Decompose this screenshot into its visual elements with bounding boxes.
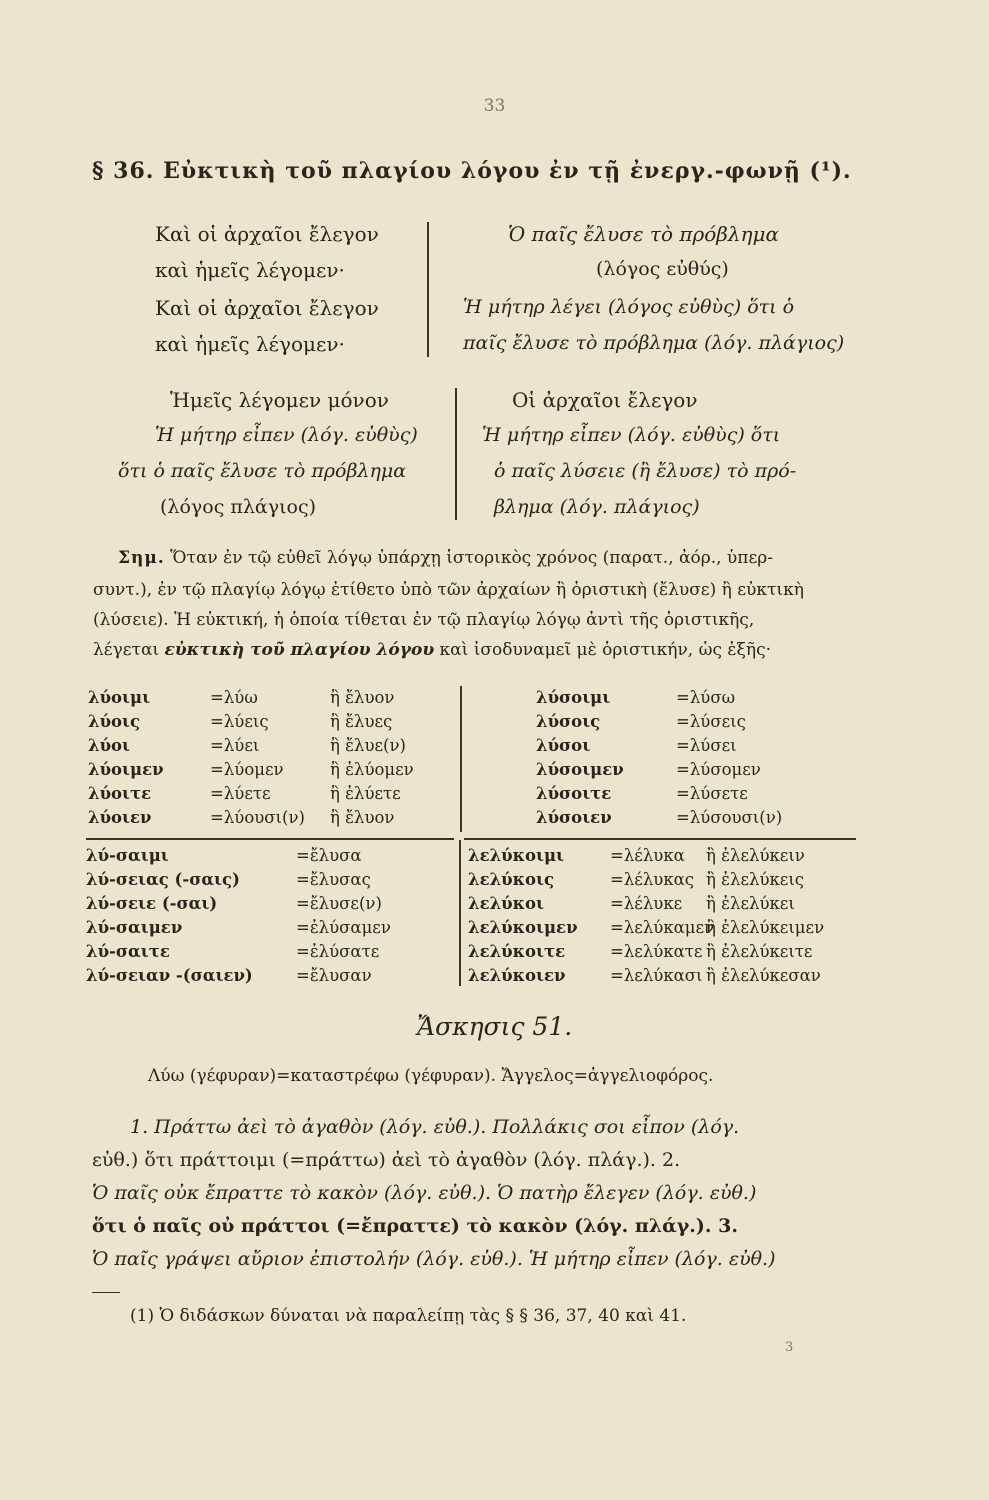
middle-left-line: Ἡ μήτηρ εἶπεν (λόγ. εὐθὺς)	[155, 424, 418, 446]
footnote: (1) Ὁ διδάσκων δύναται νὰ παραλείπῃ τὰς § § 36, 37, 40 καὶ 41.	[130, 1306, 687, 1326]
note-term: εὐκτικὴ τοῦ πλαγίου λόγου	[164, 640, 435, 660]
middle-right-line: βλημα (λόγ. πλάγιος)	[494, 496, 700, 518]
column-divider	[427, 222, 429, 357]
exercise-title: Ἄσκησις 51.	[416, 1012, 573, 1041]
column-divider	[455, 388, 457, 520]
footnote-rule	[92, 1292, 120, 1293]
note-line: (λύσειε). Ἡ εὐκτική, ἡ ὁποία τίθεται ἐν τῷ πλαγίῳ λόγῳ ἀντὶ τῆς ὁριστικῆς,	[93, 610, 755, 630]
upper-right-line: παῖς ἔλυσε τὸ πρόβλημα (λόγ. πλάγιος)	[463, 332, 845, 354]
note-text: Ὅταν ἐν τῷ εὐθεῖ λόγῳ ὑπάρχῃ ἱστορικὸς χρόνος (παρατ., ἀόρ., ὑπερ-	[170, 548, 773, 568]
middle-left-line: (λόγος πλάγιος)	[160, 496, 317, 518]
page-number: 33	[483, 96, 506, 116]
middle-right-line: Ἡ μήτηρ εἶπεν (λόγ. εὐθὺς) ὅτι	[482, 424, 781, 446]
middle-left-line: ὅτι ὁ παῖς ἔλυσε τὸ πρόβλημα	[118, 460, 407, 482]
note-line: λέγεται εὐκτικὴ τοῦ πλαγίου λόγου καὶ ἰσοδυναμεῖ μὲ ὁριστικήν, ὡς ἑξῆς·	[93, 640, 771, 660]
note-line	[118, 548, 773, 568]
table-divider	[459, 840, 461, 986]
note-line: συντ.), ἐν τῷ πλαγίῳ λόγῳ ἐτίθετο ὑπὸ τῶν ἀρχαίων ἢ ὁριστικὴ (ἔλυσε) ἢ εὐκτικὴ	[93, 580, 804, 600]
note-label: Σημ.	[118, 548, 165, 568]
middle-right-line: ὁ παῖς λύσειε (ἢ ἔλυσε) τὸ πρό-	[494, 460, 797, 482]
upper-left-line: Καὶ οἱ ἀρχαῖοι ἔλεγον	[155, 222, 379, 246]
upper-right-line: Ἡ μήτηρ λέγει (λόγος εὐθὺς) ὅτι ὁ	[463, 296, 795, 318]
signature-mark: 3	[785, 1340, 794, 1355]
upper-left-line: Καὶ οἱ ἀρχαῖοι ἔλεγον	[155, 296, 379, 320]
upper-left-line: καὶ ἡμεῖς λέγομεν·	[155, 258, 345, 282]
exercise-vocab: Λύω (γέφυραν)=καταστρέφω (γέφυραν). Ἄγγελος=ἀγγελιοφόρος.	[148, 1066, 714, 1086]
exercise-line: Ὁ παῖς οὐκ ἔπραττε τὸ κακὸν (λόγ. εὐθ.). Ὁ πατὴρ ἔλεγεν (λόγ. εὐθ.)	[92, 1182, 757, 1204]
exercise-line: Ὁ παῖς γράψει αὔριον ἐπιστολήν (λόγ. εὐθ.). Ἡ μήτηρ εἶπεν (λόγ. εὐθ.)	[92, 1248, 776, 1270]
upper-left-line: καὶ ἡμεῖς λέγομεν·	[155, 332, 345, 356]
middle-left-line: Ἡμεῖς λέγομεν μόνον	[170, 388, 389, 412]
middle-right-line: Οἱ ἀρχαῖοι ἔλεγον	[512, 388, 698, 412]
exercise-line: εὐθ.) ὅτι πράττοιμι (=πράττω) ἀεὶ τὸ ἀγαθὸν (λόγ. πλάγ.). 2.	[92, 1149, 681, 1171]
table-rule	[86, 838, 454, 840]
exercise-line: ὅτι ὁ παῖς οὐ πράττοι (=ἔπραττε) τὸ κακὸν (λόγ. πλάγ.). 3.	[92, 1215, 738, 1237]
table-divider	[460, 686, 462, 832]
upper-right-line: Ὁ παῖς ἔλυσε τὸ πρόβλημα	[508, 222, 780, 246]
exercise-line: 1. Πράττω ἀεὶ τὸ ἀγαθὸν (λόγ. εὐθ.). Πολλάκις σοι εἶπον (λόγ.	[130, 1116, 740, 1138]
book-page: 33 § 36. Εὐκτικὴ τοῦ πλαγίου λόγου ἐν τῇ ἐνεργ.-φωνῇ (¹). Καὶ οἱ ἀρχαῖοι ἔλεγον καὶ ἡμεῖς λέγομεν· Καὶ οἱ ἀρχαῖοι ἔλεγον καὶ ἡμεῖς λέγομεν· Ὁ παῖς ἔλυσε τὸ πρόβλημα (λόγος εὐθύς) Ἡ μήτηρ λέγει (λόγος εὐθὺς) ὅτι ὁ παῖς ἔλυσε τὸ πρόβλημα (λόγ. πλάγιος) Ἡμεῖς λέγομεν μόνον Ἡ μήτηρ εἶπεν (λόγ. εὐθὺς) ὅτι ὁ παῖς ἔλυσε τὸ πρόβλημα (λόγος πλάγιος) Οἱ ἀρχαῖοι ἔλεγον Ἡ μήτηρ εἶπεν (λόγ. εὐθὺς) ὅτι ὁ παῖς λύσειε (ἢ ἔλυσε) τὸ πρό- βλημα (λόγ. πλάγιος) Σημ. Ὅταν ἐν τῷ εὐθεῖ λόγῳ ὑπάρχῃ ἱστορικὸς χρόνος (παρατ., ἀόρ., ὑπερ- συντ.), ἐν τῷ πλαγίῳ λόγῳ ἐτίθετο ὑπὸ τῶν ἀρχαίων ἢ ὁριστικὴ (ἔλυσε) ἢ εὐκτικὴ (λύσειε). Ἡ εὐκτική, ἡ ὁποία τίθεται ἐν τῷ πλαγίῳ λόγῳ ἀντὶ τῆς ὁριστικῆς, λέγεται εὐκτικὴ τοῦ πλαγίου λόγου καὶ ἰσοδυναμεῖ μὲ ὁριστικήν, ὡς ἑξῆς· λύοιμι =λύω ἢ ἔλυον λύοις =λύεις ἢ ἔλυες λύοι =λύει ἢ ἔλυε(ν) λύοιμεν =λύομεν ἢ ἐλύομεν λύοιτε =λύετε ἢ ἐλύετε λύοιεν =λύουσι(ν) ἢ ἔλυον λύσοιμι =λύσω λύσοις =λύσεις λύσοι =λύσει λύσοιμεν =λύσομεν λύσοιτε =λύσετε λύσοιεν =λύσουσι(ν) λύ-σαιμι =ἔλυσα λύ-σειας (-σαις) =ἔλυσας λύ-σειε (-σαι) =ἔλυσε(ν) λύ-σαιμεν =ἐλύσαμεν λύ-σαιτε =ἐλύσατε λύ-σειαν -(σαιεν) =ἔλυσαν λελύκοιμι =λέλυκα ἢ ἐλελύκειν λελύκοις =λέλυκας ἢ ἐλελύκεις λελύκοι =λέλυκε ἢ ἐλελύκει λελύκοιμεν =λελύκαμεν ἢ ἐλελύκειμεν λελύκοιτε =λελύκατε ἢ ἐλελύκειτε λελύκοιεν =λελύκασι ἢ ἐλελύκεσαν Ἄσκησις 51. Λύω (γέφυραν)=καταστρέφω (γέφυραν). Ἄγγελος=ἀγγελιοφόρος. 1. Πράττω ἀεὶ τὸ ἀγαθὸν (λόγ. εὐθ.). Πολλάκις σοι εἶπον (λόγ. εὐθ.) ὅτι πράττοιμι (=πράττω) ἀεὶ τὸ ἀγαθὸν (λόγ. πλάγ.). 2. Ὁ παῖς οὐκ ἔπραττε τὸ κακὸν (λόγ. εὐθ.). Ὁ πατὴρ ἔλεγεν (λόγ. εὐθ.) ὅτι ὁ παῖς οὐ πράττοι (=ἔπραττε) τὸ κακὸν (λόγ. πλάγ.). 3. Ὁ παῖς γράψει αὔριον ἐπιστολήν (λόγ. εὐθ.). Ἡ μήτηρ εἶπεν (λόγ. εὐθ.) (1) Ὁ διδάσκων δύναται νὰ παραλείπῃ τὰς § § 36, 37, 40 καὶ 41. 3	[0, 0, 989, 1500]
upper-right-line: (λόγος εὐθύς)	[596, 258, 729, 280]
table-rule	[464, 838, 856, 840]
section-heading: § 36. Εὐκτικὴ τοῦ πλαγίου λόγου ἐν τῇ ἐνεργ.-φωνῇ (¹).	[92, 158, 852, 184]
